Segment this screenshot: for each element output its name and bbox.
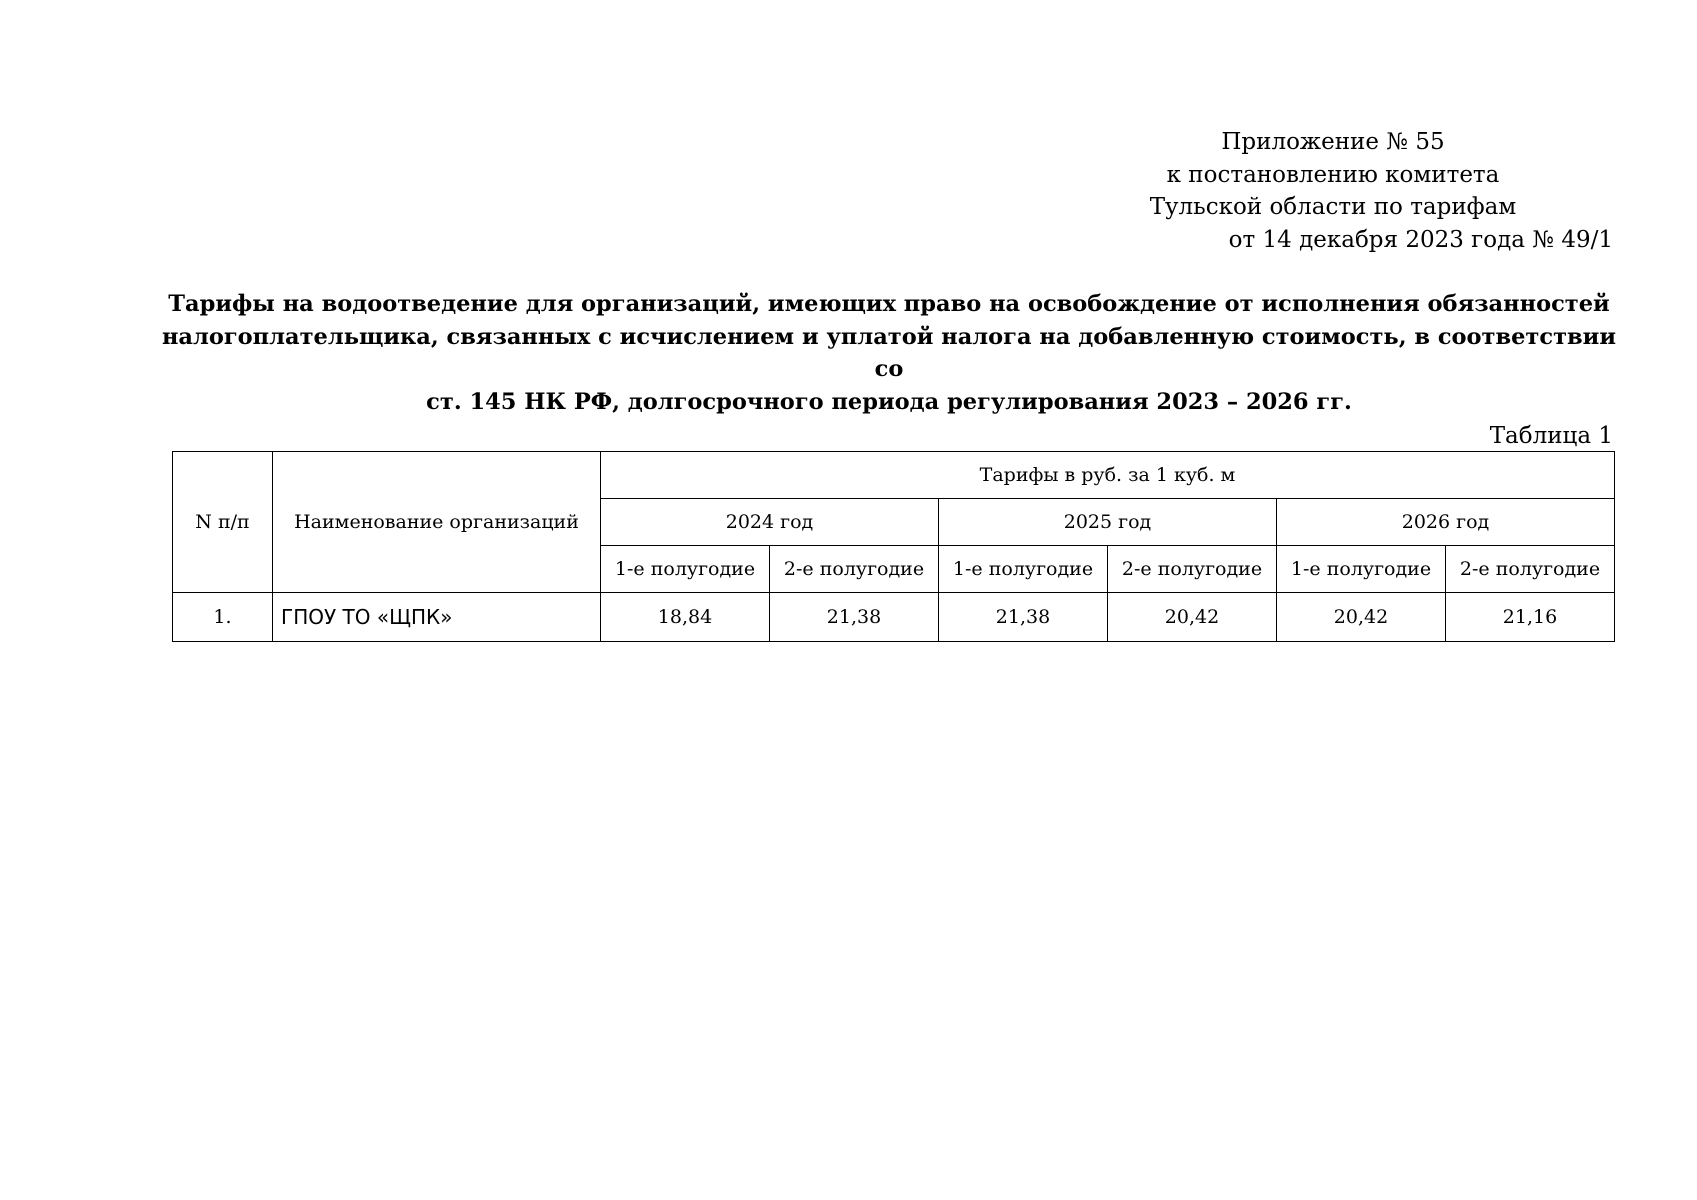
header-half-year: 2-е полугодие	[1108, 546, 1277, 593]
tariffs-table	[172, 451, 1615, 642]
organization-name: ГПОУ ТО «ЩПК»	[273, 593, 601, 642]
table-row	[173, 593, 1615, 642]
appendix-number: Приложение № 55	[1221, 129, 1445, 155]
header-number: N п/п	[173, 452, 273, 593]
appendix-resolution: к постановлению комитета	[1166, 161, 1500, 188]
document-title	[160, 288, 1618, 418]
title-line-3: ст. 145 НК РФ, долгосрочного периода регулирования 2023 – 2026 гг.	[426, 388, 1352, 415]
tariff-value: 18,84	[601, 593, 770, 642]
header-year: 2025 год	[939, 499, 1277, 546]
header-half-year: 1-е полугодие	[601, 546, 770, 593]
tariff-value: 20,42	[1277, 593, 1446, 642]
appendix-date: от 14 декабря 2023 года № 49/1	[1228, 226, 1613, 253]
appendix-header	[1053, 126, 1613, 256]
header-half-year: 2-е полугодие	[770, 546, 939, 593]
tariff-value: 21,16	[1446, 593, 1615, 642]
header-half-year: 1-е полугодие	[1277, 546, 1446, 593]
table-label: Таблица 1	[1489, 423, 1613, 449]
row-number: 1.	[173, 593, 273, 642]
header-tariffs: Тарифы в руб. за 1 куб. м	[601, 452, 1615, 499]
tariff-value: 21,38	[770, 593, 939, 642]
header-organization: Наименование организаций	[273, 452, 601, 593]
title-line-2: налогоплательщика, связанных с исчислением и уплатой налога на добавленную стоимость, в соответствии со	[161, 323, 1617, 382]
header-half-year: 2-е полугодие	[1446, 546, 1615, 593]
tariff-value: 20,42	[1108, 593, 1277, 642]
tariff-value: 21,38	[939, 593, 1108, 642]
header-half-year: 1-е полугодие	[939, 546, 1108, 593]
header-year: 2026 год	[1277, 499, 1615, 546]
title-line-1: Тарифы на водоотведение для организаций, имеющих право на освобождение от исполнения обязанностей	[168, 291, 1610, 317]
appendix-committee: Тульской области по тарифам	[1149, 194, 1517, 220]
header-year: 2024 год	[601, 499, 939, 546]
